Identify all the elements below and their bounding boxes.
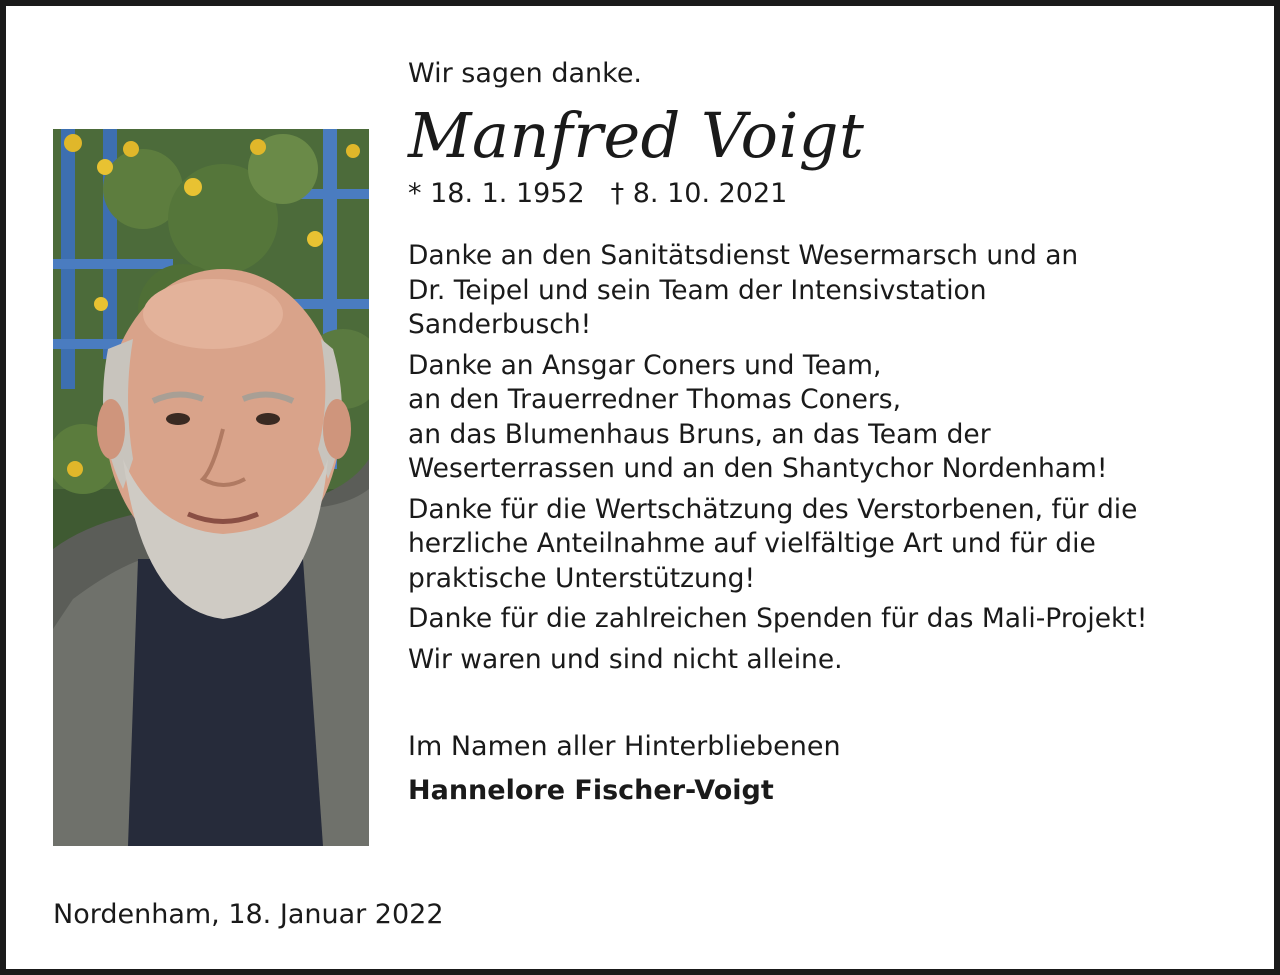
paragraph-line: Weserterrassen und an den Shantychor Nordenham! [408, 453, 1108, 484]
paragraph-line: herzliche Anteilnahme auf vielfältige Art und für die [408, 528, 1096, 559]
paragraph-line: Dr. Teipel und sein Team der Intensivstation [408, 274, 987, 306]
signature-name: Hannelore Fischer-Voigt [408, 775, 774, 806]
paragraph-line: Danke für die Wertschätzung des Verstorbenen, für die [408, 493, 1138, 525]
signature-intro: Im Namen aller Hinterbliebenen [408, 731, 841, 762]
paragraph-line: Sanderbusch! [408, 309, 592, 340]
deceased-name: Manfred Voigt [408, 99, 865, 172]
thanks-paragraph [408, 602, 1248, 637]
thanks-paragraph [408, 239, 1248, 343]
thanks-paragraph [408, 349, 1248, 487]
birth-date: * 18. 1. 1952 [408, 178, 585, 209]
paragraph-line: an den Trauerredner Thomas Coners, [408, 384, 902, 415]
life-dates [408, 178, 1248, 210]
paragraph-line: praktische Unterstützung! [408, 562, 756, 594]
place-and-date: Nordenham, 18. Januar 2022 [53, 899, 444, 930]
paragraph-line: Danke an Ansgar Coners und Team, [408, 349, 882, 381]
paragraph-line: Danke für die zahlreichen Spenden für das Mali-Projekt! [408, 603, 1148, 634]
portrait-photo [53, 129, 369, 846]
paragraph-line: an das Blumenhaus Bruns, an das Team der [408, 418, 991, 450]
paragraph-line: Danke an den Sanitätsdienst Wesermarsch und an [408, 240, 1079, 271]
signature-block [408, 731, 1248, 807]
thanks-paragraph [408, 643, 1248, 678]
thanks-paragraph [408, 493, 1248, 597]
notice-content [408, 58, 1248, 807]
thanks-paragraphs [408, 239, 1248, 677]
death-date: † 8. 10. 2021 [610, 178, 788, 209]
intro-text: Wir sagen danke. [408, 58, 643, 89]
paragraph-line: Wir waren und sind nicht alleine. [408, 643, 843, 675]
portrait-photo-image [53, 129, 369, 846]
